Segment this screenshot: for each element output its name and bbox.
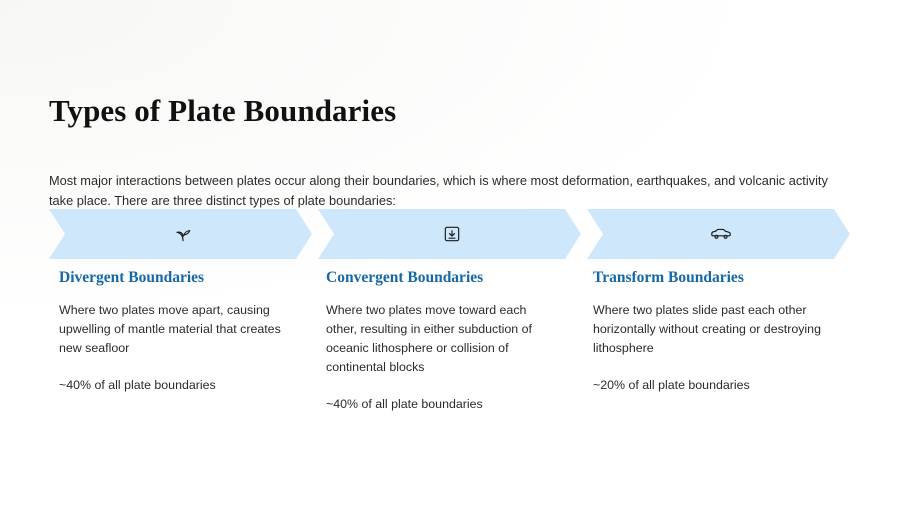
- sprout-icon: [171, 222, 195, 246]
- chevron-band: [49, 209, 850, 259]
- boundary-description: Where two plates move toward each other, resulting in either subduction of oceanic lithosphere or collision of continental blocks: [326, 302, 532, 375]
- boundary-columns: [59, 269, 854, 415]
- car-side-icon: [709, 222, 733, 246]
- boundary-stat: ~40% of all plate boundaries: [326, 397, 483, 412]
- boundary-title: Divergent Boundaries: [59, 269, 205, 286]
- chevron-transform: [587, 209, 850, 259]
- boundary-stat: ~40% of all plate boundaries: [59, 378, 216, 393]
- boundary-title: Transform Boundaries: [593, 269, 744, 286]
- page-title: Types of Plate Boundaries: [49, 93, 397, 128]
- boundary-stat: ~20% of all plate boundaries: [593, 378, 750, 393]
- boundary-title: Convergent Boundaries: [326, 269, 484, 286]
- intro-paragraph: Most major interactions between plates occur along their boundaries, which is where most deformation, earthquakes, and volcanic activity take place. There are three distinct types of plate boundaries:: [49, 172, 828, 208]
- boundary-column-divergent: [59, 269, 320, 415]
- boundary-column-convergent: [326, 269, 587, 415]
- chevron-convergent: [318, 209, 581, 259]
- download-box-icon: [440, 222, 464, 246]
- chevron-divergent: [49, 209, 312, 259]
- boundary-column-transform: [593, 269, 854, 415]
- boundary-description: Where two plates slide past each other horizontally without creating or destroying lithosphere: [593, 302, 821, 356]
- boundary-description: Where two plates move apart, causing upwelling of mantle material that creates new seafloor: [59, 302, 281, 356]
- slide-content: [49, 0, 860, 507]
